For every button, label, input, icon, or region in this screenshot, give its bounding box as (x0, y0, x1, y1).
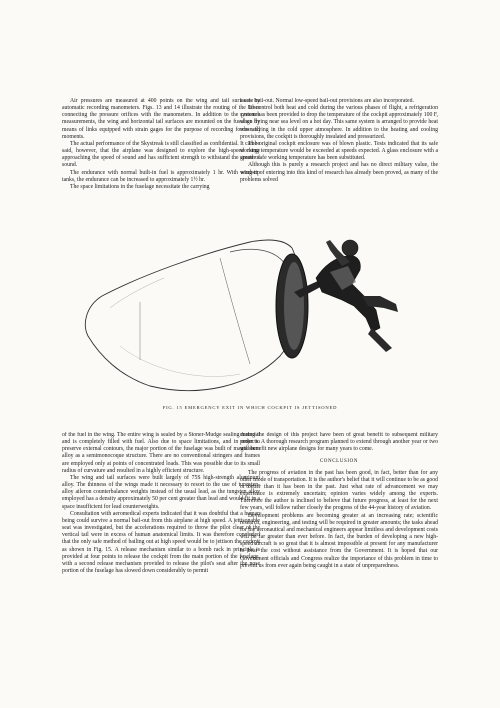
column-top-right (240, 98, 438, 184)
paragraph: of the fuel in the wing. The entire wing is sealed by a Stoner-Mudge sealing material and is completely filled with fuel. Also due to space limitations, and in order to preserve external contours, the major portion of the fuselage was built of magnesium alloy as a semimonocoque structure. There are no conventional stringers and frames are employed only at points of concentrated loads. This was possible due to its small radius of curvature and resulted in a highly efficient structure. (62, 432, 260, 474)
figure-15-illustration (80, 236, 410, 404)
paragraph: a safe bail-out. Normal low-speed bail-out provisions are also incorporated. (240, 98, 414, 104)
paragraph: Although this is purely a research project and has no direct military value, the wisdom of entering into this kind of research has already been proved, as many of the problems solved (240, 162, 438, 183)
column-top-left (62, 98, 260, 191)
paragraph: The actual performance of the Skystreak is still classified as confidential. It can be said, however, that the airplane was designed to explore the high-speed range approaching the speed of sound and has sufficient strength to withstand the speed of sound. (62, 140, 260, 169)
paragraph: during the design of this project have been of great benefit to subsequent military projects. A thorough research program planned to extend through another year or two will benefit new airplane designs for many years to come. (240, 432, 438, 453)
paragraph: To control both heat and cold during the various phases of flight, a refrigeration system has been provided to drop the temperature of the cockpit approximately 100 F, when flying near sea level on a hot day. This same system is arranged to provide heat when flying in the cold upper atmosphere. In addition to the heating and cooling provisions, the cockpit is thoroughly insulated and pressurized. (240, 105, 438, 140)
paragraph: The endurance with normal built-in fuel is approximately 1 hr. With wing-tip tanks, the endurance can be increased to approximately 1½ hr. (62, 169, 260, 183)
paragraph: The progress of aviation in the past has been good, in fact, better than for any other mode of transportation. It is the author's belief that it will continue to be as good or better than it has been in the past. Just what rate of advancement we may experience is extremely uncertain; opinion varies widely among the experts. Therefore the author is inclined to believe that future progress, at least for the next few years, will follow rather closely the progress of the 44-year history of aviation. (240, 469, 438, 512)
section-heading-conclusion: CONCLUSION (319, 459, 359, 465)
paragraph: The original cockpit enclosure was of blown plastic. Tests indicated that its safe working temperature would be exceeded at speeds expected. A glass enclosure with a greater safe working temperature has been substituted. (240, 140, 438, 162)
paragraph: The wing and tail surfaces were built largely of 75S high-strength aluminum alloy. The thinness of the wings made it necessary to resort to the use of tungsten-alloy aileron counterbalance weights instead of the usual lead, as the tungsten alloy employed has a density approximately 50 per cent greater than lead and would fit in a space insufficient for lead counterweights. (62, 474, 260, 510)
column-bottom-right (240, 432, 438, 570)
paragraph: Air pressures are measured at 400 points on the wing and tail surfaces by automatic recording manometers. Figs. 13 and 14 illustrate the routing of the tubes connecting the pressure orifices with the manometers. In addition to the pressure measurements, the wing and horizontal tail surfaces are mounted on the fuselage by means of links equipped with strain gages for the purpose of recording forces and moments. (62, 98, 260, 140)
paragraph: Consultation with aeromedical experts indicated that it was doubtful that a human being could survive a normal bail-out from this airplane at high speed. A jettisonable seat was investigated, but the accelerations required to throw the pilot clear of the vertical tail were in excess of human anatomical limits. It was therefore concluded that the only safe method of bailing out at high speed would be to jettison the cockpit as shown in Fig. 15. A release mechanism similar to a bomb rack in principle is provided at four points to release the cockpit from the main portion of the fuselage, with a second release mechanism provided to release the pilot's seat after the nose portion of the fuselage has slowed down considerably to permit (62, 510, 260, 574)
paragraph: The space limitations in the fuselage necessitate the carrying (70, 183, 210, 190)
figure-caption: FIG. 15 EMERGENCY EXIT IN WHICH COCKPIT IS JETTISONED (162, 405, 338, 410)
paragraph: Development problems are becoming greater at an increasing rate; scientific research, engineering, and testing will be required in greater amounts; the tasks ahead for the aeronautical and mechanical engineers appear limitless and development costs will be far greater than ever before. In fact, the burden of developing a new high-speed aircraft is so great that it is almost impossible at present for any manufacturer to bear the cost without assistance from the Government. It is hoped that our Government officials and Congress realize the importance of this problem in time to prevent us from ever again being caught in a state of unpreparedness. (240, 512, 438, 569)
column-bottom-left (62, 432, 260, 575)
cockpit-nose-outline (85, 240, 304, 391)
